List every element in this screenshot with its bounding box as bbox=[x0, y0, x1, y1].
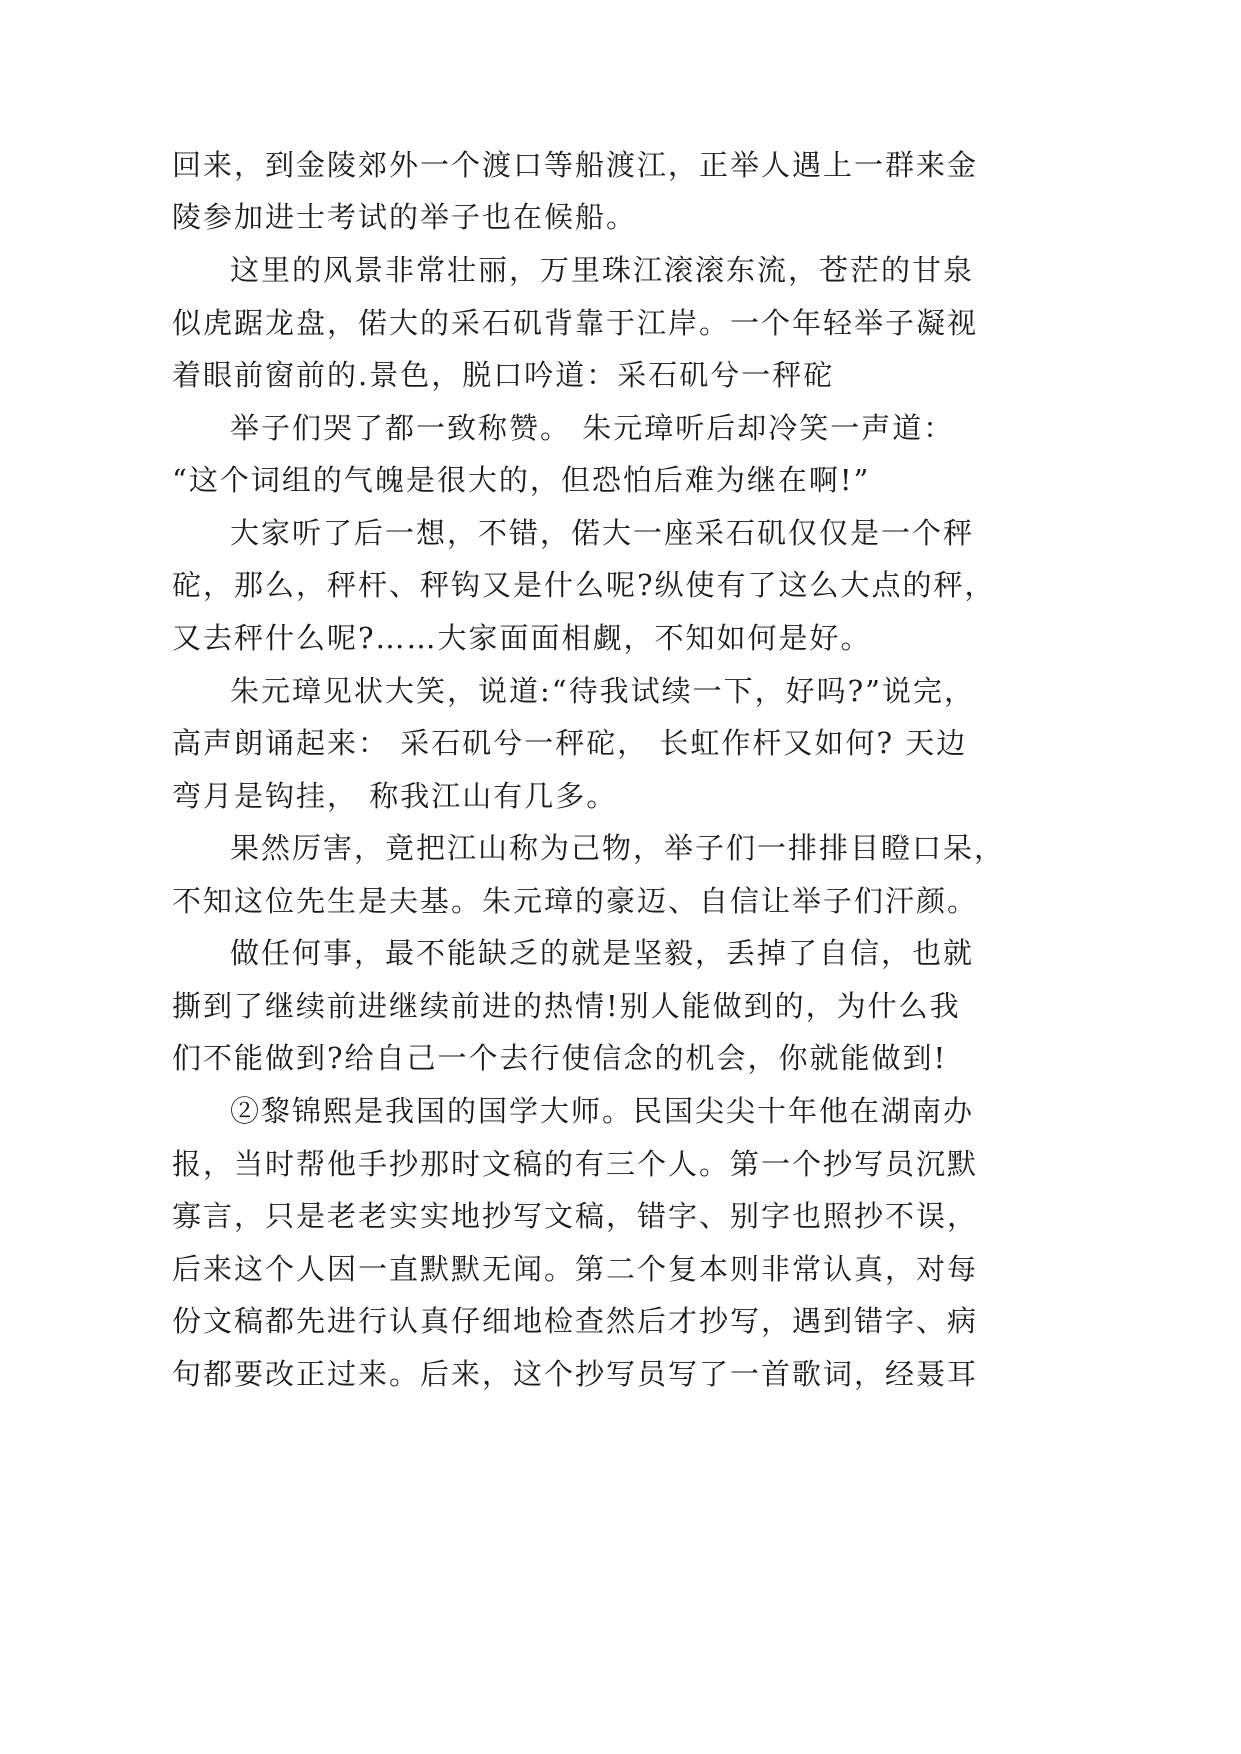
text-line: 份文稿都先进行认真仔细地检查然后才抄写，遇到错字、病 bbox=[172, 1304, 979, 1338]
text-line: “这个词组的气魄是很大的，但恐怕后难为继在啊!” bbox=[172, 463, 871, 497]
text-line: 似虎踞龙盘，偌大的采石矶背靠于江岸。一个年轻举子凝视 bbox=[172, 306, 979, 340]
text-line: 句都要改正过来。后来，这个抄写员写了一首歌词，经聂耳 bbox=[172, 1357, 979, 1391]
text-line: 不知这位先生是夫基。朱元璋的豪迈、自信让举子们汗颜。 bbox=[172, 884, 979, 918]
text-line: 们不能做到?给自己一个去行使信念的机会，你就能做到! bbox=[172, 1041, 948, 1075]
text-line: 后来这个人因一直默默无闻。第二个复本则非常认真，对每 bbox=[172, 1252, 979, 1286]
text-line: 砣，那么，秤杆、秤钩又是什么呢?纵使有了这么大点的秤， bbox=[172, 568, 996, 602]
text-line: 寡言，只是老老实实地抄写文稿，错字、别字也照抄不误， bbox=[172, 1199, 979, 1233]
text-line: 做任何事，最不能缺乏的就是坚毅，丢掉了自信，也就 bbox=[230, 936, 975, 970]
text-line: 大家听了后一想，不错，偌大一座采石矶仅仅是一个秤 bbox=[230, 516, 975, 550]
text-line: ②黎锦熙是我国的国学大师。民国尖尖十年他在湖南办 bbox=[230, 1094, 975, 1128]
text-line: 又去秤什么呢?……大家面面相觑，不知如何是好。 bbox=[172, 621, 872, 655]
text-line: 报，当时帮他手抄那时文稿的有三个人。第一个抄写员沉默 bbox=[172, 1147, 979, 1181]
text-line: 回来，到金陵郊外一个渡口等船渡江，正举人遇上一群来金 bbox=[172, 148, 979, 182]
text-line: 陵参加进士考试的举子也在候船。 bbox=[172, 200, 638, 234]
text-line: 着眼前窗前的.景色，脱口吟道：采石矶兮一秤砣 bbox=[172, 358, 835, 392]
text-line: 这里的风景非常壮丽，万里珠江滚滚东流，苍茫的甘泉 bbox=[230, 253, 975, 287]
text-line: 高声朗诵起来： 采石矶兮一秤砣， 长虹作杆又如何? 天边 bbox=[172, 726, 968, 760]
text-line: 朱元璋见状大笑，说道:“待我试续一下，好吗?”说完， bbox=[230, 674, 975, 708]
text-line: 举子们哭了都一致称赞。 朱元璋听后却冷笑一声道： bbox=[230, 411, 955, 445]
text-line: 撕到了继续前进继续前进的热情!别人能做到的，为什么我 bbox=[172, 989, 961, 1023]
text-line: 果然厉害，竟把江山称为己物，举子们一排排目瞪口呆， bbox=[230, 831, 1006, 865]
text-line: 弯月是钩挂， 称我江山有几多。 bbox=[172, 779, 618, 813]
